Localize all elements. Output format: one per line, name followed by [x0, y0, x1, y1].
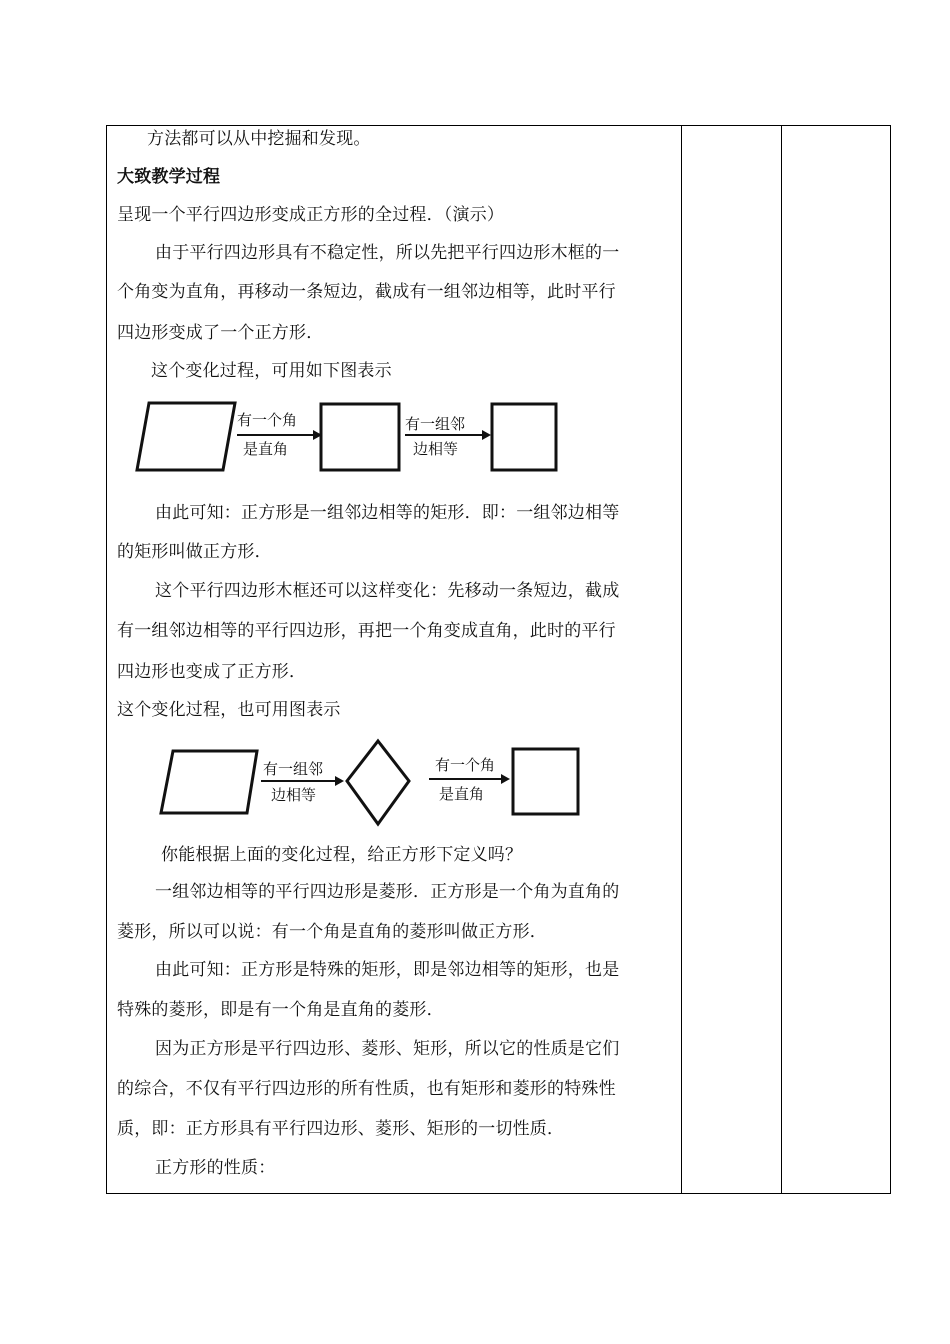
section-heading: 大致教学过程 — [117, 167, 221, 187]
arrow-head — [501, 774, 510, 784]
paragraph: 由此可知：正方形是一组邻边相等的矩形．即：一组邻边相等 — [155, 503, 620, 523]
paragraph: 特殊的菱形，即是有一个角是直角的菱形． — [117, 1000, 444, 1020]
paragraph: 因为正方形是平行四边形、菱形、矩形，所以它的性质是它们 — [155, 1039, 620, 1059]
paragraph: 这个平行四边形木框还可以这样变化：先移动一条短边，截成 — [155, 581, 620, 601]
paragraph: 由此可知：正方形是特殊的矩形，即是邻边相等的矩形，也是 — [155, 960, 620, 980]
arrow-label: 是直角 — [439, 785, 485, 803]
rectangle-shape — [321, 404, 399, 470]
paragraph: 质，即：正方形具有平行四边形、菱形、矩形的一切性质． — [117, 1119, 565, 1139]
paragraph: 菱形，所以可以说：有一个角是直角的菱形叫做正方形． — [117, 922, 547, 942]
square-shape — [513, 749, 578, 814]
paragraph: 方法都可以从中挖掘和发现。 — [147, 129, 371, 149]
paragraph: 这个变化过程，可用如下图表示 — [151, 361, 392, 381]
paragraph: 你能根据上面的变化过程，给正方形下定义吗？ — [161, 845, 523, 865]
transformation-diagram-1 — [127, 398, 567, 478]
arrow-label: 是直角 — [243, 440, 289, 458]
arrow-label: 边相等 — [271, 786, 317, 804]
paragraph: 的综合，不仅有平行四边形的所有性质，也有矩形和菱形的特殊性 — [117, 1079, 616, 1099]
parallelogram-shape — [137, 403, 235, 470]
arrow-label: 边相等 — [413, 440, 459, 458]
paragraph: 四边形也变成了正方形． — [117, 662, 307, 682]
arrow-label: 有一个角 — [435, 756, 496, 774]
arrow-label: 有一组邻 — [405, 415, 466, 433]
column-divider-1 — [681, 126, 682, 1193]
paragraph: 正方形的性质： — [155, 1158, 276, 1178]
parallelogram-shape — [161, 751, 257, 813]
paragraph: 四边形变成了一个正方形． — [117, 323, 324, 343]
column-divider-2 — [781, 126, 782, 1193]
paragraph: 由于平行四边形具有不稳定性，所以先把平行四边形木框的一 — [155, 243, 620, 263]
paragraph: 有一组邻边相等的平行四边形，再把一个角变成直角，此时的平行 — [117, 621, 616, 641]
square-shape — [492, 404, 556, 470]
arrow-label: 有一组邻 — [263, 760, 324, 778]
transformation-diagram-2 — [153, 736, 583, 828]
paragraph: 的矩形叫做正方形． — [117, 542, 272, 562]
arrow-head — [482, 430, 491, 440]
paragraph: 这个变化过程，也可用图表示 — [117, 700, 341, 720]
paragraph: 呈现一个平行四边形变成正方形的全过程．（演示） — [117, 205, 505, 225]
paragraph: 个角变为直角，再移动一条短边，截成有一组邻边相等，此时平行 — [117, 282, 616, 302]
arrow-head — [335, 776, 344, 786]
rhombus-shape — [347, 741, 409, 824]
paragraph: 一组邻边相等的平行四边形是菱形．正方形是一个角为直角的 — [155, 882, 620, 902]
lesson-table — [106, 125, 891, 1194]
arrow-label: 有一个角 — [237, 411, 298, 429]
